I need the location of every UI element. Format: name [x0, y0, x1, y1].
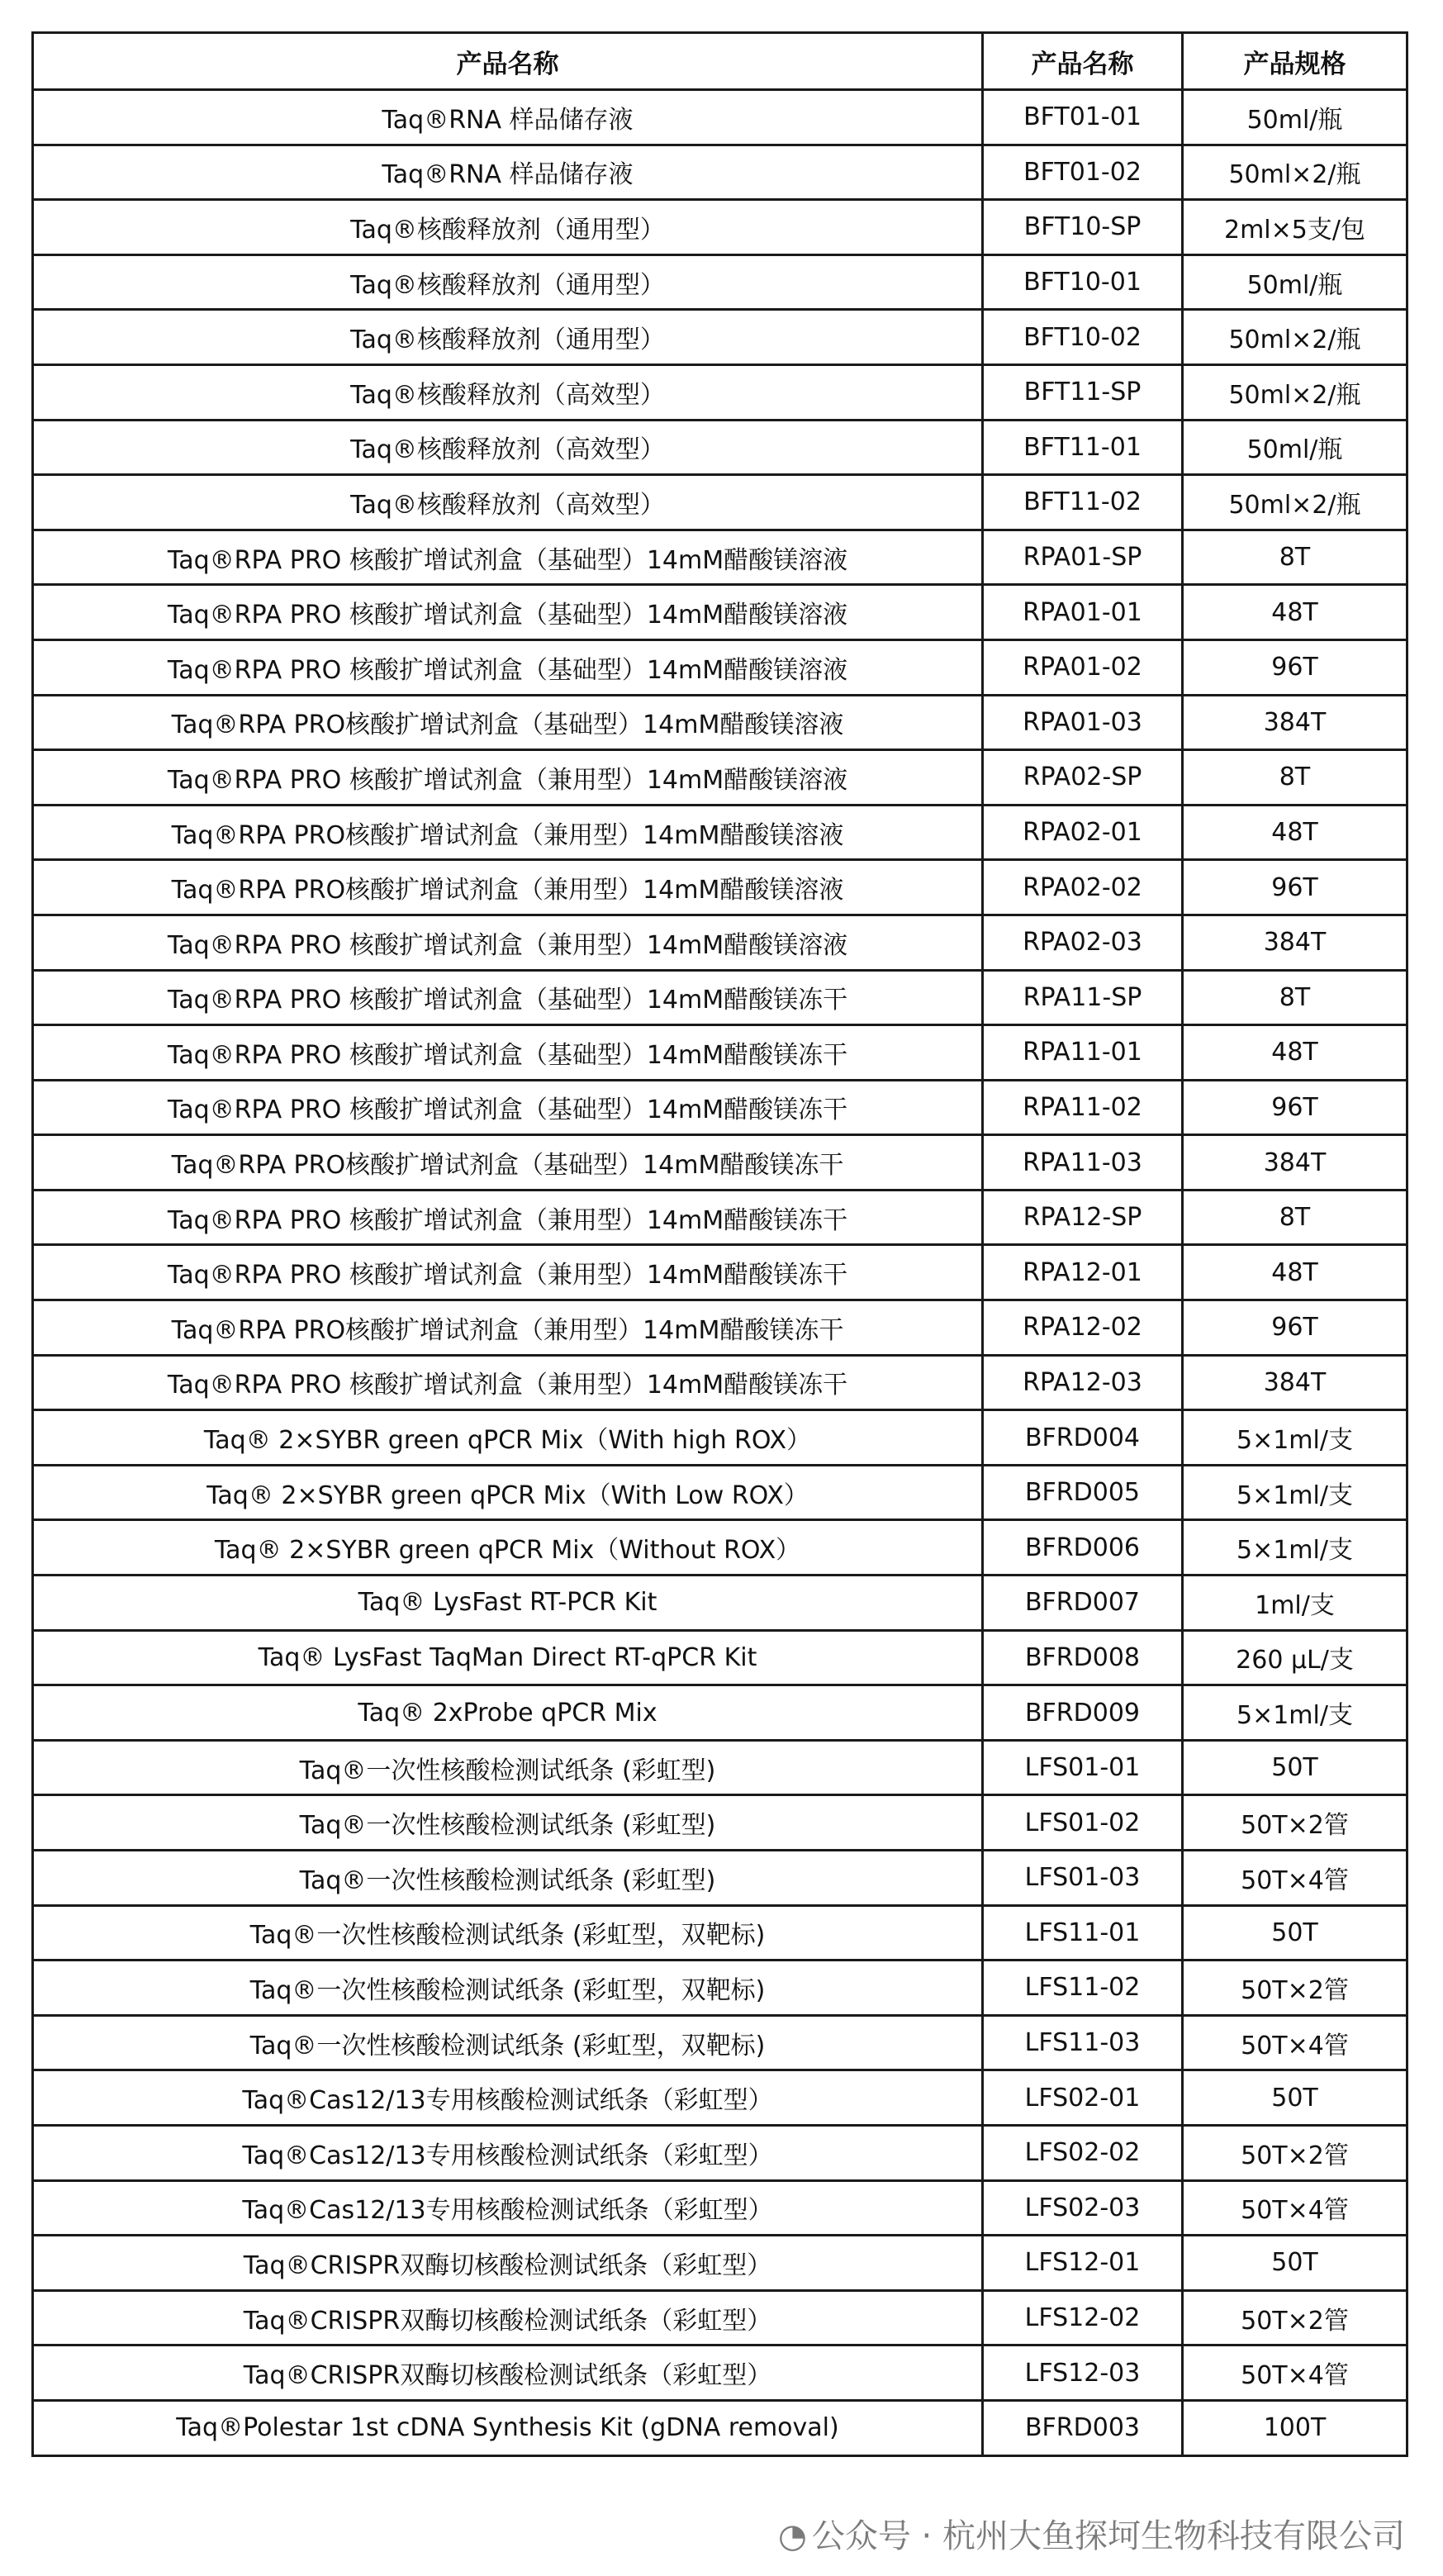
product-name-cell: Taq®RPA PRO 核酸扩增试剂盒（基础型）14mM醋酸镁溶液	[33, 639, 983, 695]
product-spec-cell: 384T	[1183, 1355, 1407, 1410]
product-code-cell: LFS02-01	[983, 2070, 1183, 2126]
product-code-cell: RPA12-SP	[983, 1190, 1183, 1245]
product-spec-cell: 8T	[1183, 530, 1407, 585]
product-spec-cell: 384T	[1183, 1135, 1407, 1191]
header-product-spec: 产品规格	[1183, 33, 1407, 90]
product-spec-cell: 50T	[1183, 2070, 1407, 2126]
product-spec-cell: 96T	[1183, 1300, 1407, 1356]
product-code-cell: BFRD006	[983, 1520, 1183, 1576]
table-row	[33, 1795, 1407, 1851]
product-spec-cell: 1ml/支	[1183, 1576, 1407, 1631]
product-name-cell: Taq®Cas12/13专用核酸检测试纸条（彩虹型）	[33, 2180, 983, 2236]
product-spec-cell: 48T	[1183, 805, 1407, 860]
product-code-cell: BFT11-02	[983, 475, 1183, 530]
watermark-text: 公众号 · 杭州大鱼探坷生物科技有限公司	[811, 2517, 1405, 2555]
product-code-cell: RPA12-01	[983, 1245, 1183, 1300]
product-code-cell: BFT01-01	[983, 90, 1183, 145]
product-spec-cell: 2ml×5支/包	[1183, 200, 1407, 255]
product-name-cell: Taq®RPA PRO 核酸扩增试剂盒（兼用型）14mM醋酸镁冻干	[33, 1190, 983, 1245]
table-row	[33, 2015, 1407, 2070]
product-name-cell: Taq® 2×SYBR green qPCR Mix（With high ROX）	[33, 1410, 983, 1466]
product-name-cell: Taq®CRISPR双酶切核酸检测试纸条（彩虹型）	[33, 2345, 983, 2401]
table-row	[33, 2236, 1407, 2291]
wechat-icon: ◔	[777, 2517, 807, 2555]
product-name-cell: Taq®一次性核酸检测试纸条 (彩虹型)	[33, 1795, 983, 1851]
product-code-cell: RPA01-02	[983, 639, 1183, 695]
table-row	[33, 1576, 1407, 1631]
product-spec-cell: 50ml/瓶	[1183, 254, 1407, 310]
product-name-cell: Taq®核酸释放剂（高效型）	[33, 420, 983, 475]
product-spec-cell: 48T	[1183, 1245, 1407, 1300]
table-row	[33, 2070, 1407, 2126]
table-row	[33, 915, 1407, 970]
product-spec-cell: 50ml×2/瓶	[1183, 145, 1407, 200]
table-row	[33, 750, 1407, 806]
table-row	[33, 2125, 1407, 2180]
table-header	[33, 33, 1407, 90]
product-spec-cell: 50ml×2/瓶	[1183, 475, 1407, 530]
table-row	[33, 2180, 1407, 2236]
product-code-cell: BFT10-01	[983, 254, 1183, 310]
product-spec-cell: 50T×2管	[1183, 1961, 1407, 2016]
product-name-cell: Taq®RPA PRO 核酸扩增试剂盒（基础型）14mM醋酸镁溶液	[33, 585, 983, 640]
table-row	[33, 200, 1407, 255]
product-name-cell: Taq®一次性核酸检测试纸条 (彩虹型，双靶标)	[33, 1905, 983, 1961]
product-spec-cell: 260 µL/支	[1183, 1630, 1407, 1685]
table-row	[33, 1905, 1407, 1961]
product-name-cell: Taq®RPA PRO核酸扩增试剂盒（兼用型）14mM醋酸镁冻干	[33, 1300, 983, 1356]
table-row	[33, 1355, 1407, 1410]
table-row	[33, 90, 1407, 145]
product-spec-cell: 50T	[1183, 1905, 1407, 1961]
product-code-cell: LFS11-02	[983, 1961, 1183, 2016]
product-list-document	[31, 31, 1406, 2457]
product-name-cell: Taq® LysFast TaqMan Direct RT-qPCR Kit	[33, 1630, 983, 1685]
product-code-cell: LFS02-02	[983, 2125, 1183, 2180]
product-code-cell: LFS02-03	[983, 2180, 1183, 2236]
table-row	[33, 1520, 1407, 1576]
product-spec-cell: 96T	[1183, 860, 1407, 915]
product-code-cell: BFT10-SP	[983, 200, 1183, 255]
product-name-cell: Taq®RNA 样品储存液	[33, 145, 983, 200]
product-name-cell: Taq®RPA PRO核酸扩增试剂盒（基础型）14mM醋酸镁溶液	[33, 695, 983, 750]
product-spec-cell: 5×1ml/支	[1183, 1520, 1407, 1576]
table-row	[33, 1685, 1407, 1741]
product-spec-cell: 50T	[1183, 2236, 1407, 2291]
product-name-cell: Taq®一次性核酸检测试纸条 (彩虹型)	[33, 1740, 983, 1795]
product-code-cell: LFS12-03	[983, 2345, 1183, 2401]
table-row	[33, 254, 1407, 310]
table-row	[33, 1410, 1407, 1466]
product-spec-cell: 5×1ml/支	[1183, 1685, 1407, 1741]
table-row	[33, 530, 1407, 585]
header-product-name: 产品名称	[33, 33, 983, 90]
product-code-cell: RPA12-03	[983, 1355, 1183, 1410]
product-code-cell: LFS11-03	[983, 2015, 1183, 2070]
product-name-cell: Taq®CRISPR双酶切核酸检测试纸条（彩虹型）	[33, 2290, 983, 2345]
product-name-cell: Taq®RPA PRO 核酸扩增试剂盒（基础型）14mM醋酸镁冻干	[33, 970, 983, 1025]
product-name-cell: Taq®RPA PRO 核酸扩增试剂盒（基础型）14mM醋酸镁溶液	[33, 530, 983, 585]
header-product-code: 产品名称	[983, 33, 1183, 90]
product-spec-cell: 5×1ml/支	[1183, 1410, 1407, 1466]
product-name-cell: Taq®RPA PRO 核酸扩增试剂盒（兼用型）14mM醋酸镁溶液	[33, 915, 983, 970]
table-row	[33, 310, 1407, 365]
product-name-cell: Taq®RNA 样品储存液	[33, 90, 983, 145]
product-code-cell: RPA02-01	[983, 805, 1183, 860]
product-spec-cell: 50ml×2/瓶	[1183, 310, 1407, 365]
product-code-cell: LFS01-01	[983, 1740, 1183, 1795]
product-name-cell: Taq®Cas12/13专用核酸检测试纸条（彩虹型）	[33, 2070, 983, 2126]
product-code-cell: BFT01-02	[983, 145, 1183, 200]
product-code-cell: LFS11-01	[983, 1905, 1183, 1961]
product-name-cell: Taq®核酸释放剂（通用型）	[33, 254, 983, 310]
table-row	[33, 1740, 1407, 1795]
product-name-cell: Taq®一次性核酸检测试纸条 (彩虹型，双靶标)	[33, 1961, 983, 2016]
product-spec-cell: 50ml×2/瓶	[1183, 364, 1407, 420]
table-row	[33, 1135, 1407, 1191]
product-spec-cell: 384T	[1183, 695, 1407, 750]
product-spec-cell: 384T	[1183, 915, 1407, 970]
product-name-cell: Taq®CRISPR双酶切核酸检测试纸条（彩虹型）	[33, 2236, 983, 2291]
product-code-cell: BFRD003	[983, 2400, 1183, 2455]
product-spec-cell: 96T	[1183, 639, 1407, 695]
product-spec-cell: 48T	[1183, 585, 1407, 640]
table-row	[33, 475, 1407, 530]
product-name-cell: Taq® LysFast RT-PCR Kit	[33, 1576, 983, 1631]
product-code-cell: BFT11-SP	[983, 364, 1183, 420]
product-code-cell: RPA02-02	[983, 860, 1183, 915]
table-row	[33, 639, 1407, 695]
product-code-cell: LFS12-01	[983, 2236, 1183, 2291]
product-spec-cell: 8T	[1183, 970, 1407, 1025]
table-row	[33, 1851, 1407, 1906]
product-spec-cell: 50ml/瓶	[1183, 90, 1407, 145]
product-name-cell: Taq®一次性核酸检测试纸条 (彩虹型，双靶标)	[33, 2015, 983, 2070]
product-spec-cell: 50T×2管	[1183, 2125, 1407, 2180]
product-name-cell: Taq®RPA PRO核酸扩增试剂盒（兼用型）14mM醋酸镁溶液	[33, 805, 983, 860]
product-code-cell: BFT10-02	[983, 310, 1183, 365]
table-row	[33, 364, 1407, 420]
table-row	[33, 1025, 1407, 1081]
product-code-cell: LFS01-02	[983, 1795, 1183, 1851]
product-code-cell: RPA02-03	[983, 915, 1183, 970]
product-name-cell: Taq® 2×SYBR green qPCR Mix（Without ROX）	[33, 1520, 983, 1576]
table-row	[33, 1300, 1407, 1356]
table-row	[33, 420, 1407, 475]
product-name-cell: Taq®RPA PRO 核酸扩增试剂盒（兼用型）14mM醋酸镁冻干	[33, 1245, 983, 1300]
product-name-cell: Taq®RPA PRO核酸扩增试剂盒（兼用型）14mM醋酸镁溶液	[33, 860, 983, 915]
product-name-cell: Taq®RPA PRO 核酸扩增试剂盒（兼用型）14mM醋酸镁冻干	[33, 1355, 983, 1410]
product-spec-cell: 50T×2管	[1183, 2290, 1407, 2345]
product-code-cell: LFS12-02	[983, 2290, 1183, 2345]
product-name-cell: Taq®一次性核酸检测试纸条 (彩虹型)	[33, 1851, 983, 1906]
product-name-cell: Taq®核酸释放剂（通用型）	[33, 200, 983, 255]
product-name-cell: Taq®Polestar 1st cDNA Synthesis Kit (gDNA removal)	[33, 2400, 983, 2455]
product-name-cell: Taq®Cas12/13专用核酸检测试纸条（彩虹型）	[33, 2125, 983, 2180]
product-spec-cell: 50T×4管	[1183, 2180, 1407, 2236]
product-code-cell: LFS01-03	[983, 1851, 1183, 1906]
product-spec-cell: 50T×4管	[1183, 2345, 1407, 2401]
table-row	[33, 1465, 1407, 1520]
product-name-cell: Taq®核酸释放剂（高效型）	[33, 475, 983, 530]
table-body	[33, 90, 1407, 2456]
product-code-cell: RPA01-01	[983, 585, 1183, 640]
header-row	[33, 33, 1407, 90]
product-name-cell: Taq® 2×SYBR green qPCR Mix（With Low ROX）	[33, 1465, 983, 1520]
product-code-cell: RPA11-SP	[983, 970, 1183, 1025]
product-spec-cell: 96T	[1183, 1080, 1407, 1135]
product-spec-cell: 8T	[1183, 1190, 1407, 1245]
table-row	[33, 2345, 1407, 2401]
product-code-cell: RPA12-02	[983, 1300, 1183, 1356]
product-name-cell: Taq®RPA PRO 核酸扩增试剂盒（基础型）14mM醋酸镁冻干	[33, 1080, 983, 1135]
table-row	[33, 805, 1407, 860]
table-row	[33, 1630, 1407, 1685]
product-table	[31, 31, 1408, 2457]
product-spec-cell: 50T×2管	[1183, 1795, 1407, 1851]
product-spec-cell: 50T×4管	[1183, 1851, 1407, 1906]
product-spec-cell: 50T×4管	[1183, 2015, 1407, 2070]
watermark	[778, 2510, 1405, 2557]
product-code-cell: BFRD008	[983, 1630, 1183, 1685]
product-name-cell: Taq®RPA PRO核酸扩增试剂盒（基础型）14mM醋酸镁冻干	[33, 1135, 983, 1191]
table-row	[33, 1961, 1407, 2016]
product-name-cell: Taq®核酸释放剂（通用型）	[33, 310, 983, 365]
product-spec-cell: 100T	[1183, 2400, 1407, 2455]
product-name-cell: Taq®RPA PRO 核酸扩增试剂盒（兼用型）14mM醋酸镁溶液	[33, 750, 983, 806]
table-row	[33, 585, 1407, 640]
table-row	[33, 1080, 1407, 1135]
table-row	[33, 860, 1407, 915]
product-spec-cell: 50T	[1183, 1740, 1407, 1795]
product-code-cell: BFRD004	[983, 1410, 1183, 1466]
product-spec-cell: 5×1ml/支	[1183, 1465, 1407, 1520]
product-code-cell: RPA11-01	[983, 1025, 1183, 1081]
product-code-cell: RPA02-SP	[983, 750, 1183, 806]
table-row	[33, 1190, 1407, 1245]
table-row	[33, 2290, 1407, 2345]
product-code-cell: RPA01-SP	[983, 530, 1183, 585]
product-name-cell: Taq® 2xProbe qPCR Mix	[33, 1685, 983, 1741]
product-spec-cell: 50ml/瓶	[1183, 420, 1407, 475]
product-spec-cell: 8T	[1183, 750, 1407, 806]
product-code-cell: BFT11-01	[983, 420, 1183, 475]
product-code-cell: RPA01-03	[983, 695, 1183, 750]
product-name-cell: Taq®RPA PRO 核酸扩增试剂盒（基础型）14mM醋酸镁冻干	[33, 1025, 983, 1081]
product-code-cell: RPA11-03	[983, 1135, 1183, 1191]
table-row	[33, 970, 1407, 1025]
product-code-cell: BFRD009	[983, 1685, 1183, 1741]
product-code-cell: BFRD007	[983, 1576, 1183, 1631]
product-code-cell: BFRD005	[983, 1465, 1183, 1520]
product-name-cell: Taq®核酸释放剂（高效型）	[33, 364, 983, 420]
table-row	[33, 1245, 1407, 1300]
table-row	[33, 145, 1407, 200]
product-spec-cell: 48T	[1183, 1025, 1407, 1081]
table-row	[33, 2400, 1407, 2455]
table-row	[33, 695, 1407, 750]
product-code-cell: RPA11-02	[983, 1080, 1183, 1135]
